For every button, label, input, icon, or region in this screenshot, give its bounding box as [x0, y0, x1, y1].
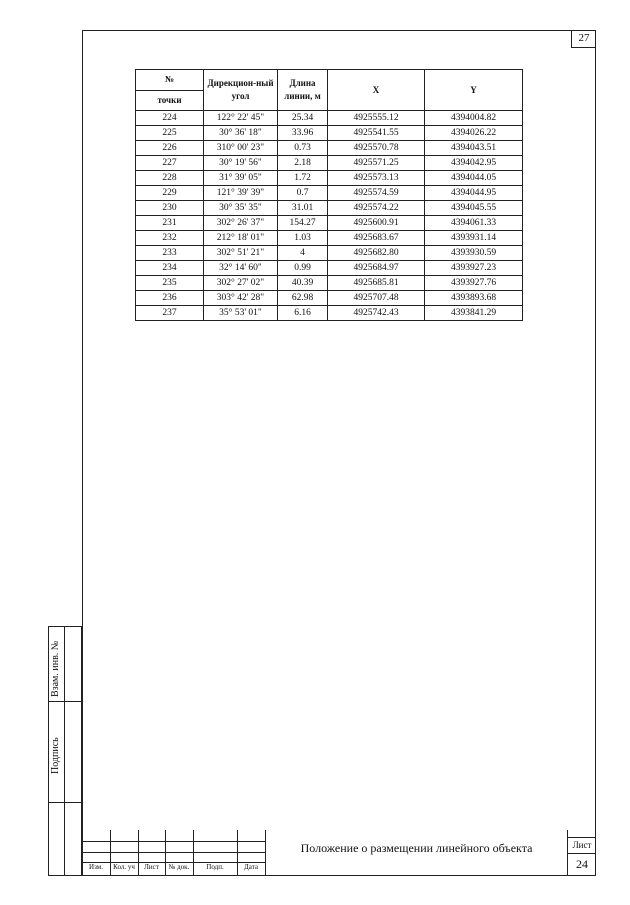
col-y: Y	[425, 70, 523, 111]
cell-length: 31.01	[278, 201, 328, 216]
cell-y-value: 4394044.95	[425, 186, 523, 201]
stamp-hdr-izm: Изм.	[89, 863, 103, 871]
cell-length: 154.27	[278, 216, 328, 231]
side-label-signature: Подпись	[50, 737, 61, 774]
cell-point-no: 232	[136, 231, 204, 246]
col-length: Длина линии, м	[278, 70, 328, 111]
table-row	[136, 186, 523, 201]
side-cell-signature	[48, 701, 82, 803]
cell-x-value: 4925707.48	[328, 291, 425, 306]
cell-length: 62.98	[278, 291, 328, 306]
cell-length: 0.99	[278, 261, 328, 276]
cell-y-value: 4393930.59	[425, 246, 523, 261]
cell-angle: 302° 27' 02"	[204, 276, 278, 291]
cell-length: 0.73	[278, 141, 328, 156]
cell-point-no: 234	[136, 261, 204, 276]
cell-angle: 31° 39' 05"	[204, 171, 278, 186]
cell-point-no: 224	[136, 111, 204, 126]
cell-x-value: 4925574.22	[328, 201, 425, 216]
cell-point-no: 236	[136, 291, 204, 306]
cell-angle: 212° 18' 01"	[204, 231, 278, 246]
cell-point-no: 226	[136, 141, 204, 156]
cell-point-no: 229	[136, 186, 204, 201]
cell-y-value: 4394043.51	[425, 141, 523, 156]
cell-y-value: 4393841.29	[425, 306, 523, 321]
page-number-top: 27	[571, 30, 596, 48]
cell-y-value: 4393893.68	[425, 291, 523, 306]
cell-length: 2.18	[278, 156, 328, 171]
col-no-top: №	[136, 70, 204, 91]
cell-x-value: 4925600.91	[328, 216, 425, 231]
table-row	[136, 231, 523, 246]
stamp-hdr-kol: Кол. уч	[113, 863, 135, 871]
cell-angle: 122° 22' 45"	[204, 111, 278, 126]
cell-length: 0.7	[278, 186, 328, 201]
cell-angle: 302° 26' 37"	[204, 216, 278, 231]
cell-point-no: 230	[136, 201, 204, 216]
cell-y-value: 4394042.95	[425, 156, 523, 171]
cell-angle: 30° 36' 18"	[204, 126, 278, 141]
cell-length: 33.96	[278, 126, 328, 141]
cell-x-value: 4925742.43	[328, 306, 425, 321]
cell-y-value: 4393927.23	[425, 261, 523, 276]
cell-angle: 30° 35' 35"	[204, 201, 278, 216]
cell-length: 4	[278, 246, 328, 261]
table-row	[136, 171, 523, 186]
cell-y-value: 4394004.82	[425, 111, 523, 126]
table-row	[136, 201, 523, 216]
cell-y-value: 4394026.22	[425, 126, 523, 141]
side-strip	[48, 626, 82, 876]
cell-x-value: 4925555.12	[328, 111, 425, 126]
cell-y-value: 4394061.33	[425, 216, 523, 231]
side-cell-replace	[48, 626, 82, 702]
table-row	[136, 261, 523, 276]
stamp-title: Положение о размещении линейного объекта	[265, 830, 568, 876]
cell-length: 1.72	[278, 171, 328, 186]
cell-angle: 302° 51' 21"	[204, 246, 278, 261]
coordinates-table	[135, 69, 523, 321]
cell-y-value: 4394044.05	[425, 171, 523, 186]
cell-point-no: 227	[136, 156, 204, 171]
cell-x-value: 4925683.67	[328, 231, 425, 246]
side-label-replace: Взам. инв. №	[50, 640, 61, 697]
cell-x-value: 4925574.59	[328, 186, 425, 201]
cell-point-no: 235	[136, 276, 204, 291]
title-block	[82, 830, 596, 876]
cell-point-no: 231	[136, 216, 204, 231]
table-row	[136, 291, 523, 306]
cell-angle: 32° 14' 60"	[204, 261, 278, 276]
cell-angle: 303° 42' 28"	[204, 291, 278, 306]
cell-angle: 35° 53' 01"	[204, 306, 278, 321]
cell-point-no: 233	[136, 246, 204, 261]
table-row	[136, 126, 523, 141]
cell-length: 25.34	[278, 111, 328, 126]
cell-angle: 310° 00' 23"	[204, 141, 278, 156]
cell-length: 40.39	[278, 276, 328, 291]
cell-length: 1.03	[278, 231, 328, 246]
cell-point-no: 237	[136, 306, 204, 321]
cell-angle: 121° 39' 39"	[204, 186, 278, 201]
col-x: X	[328, 70, 425, 111]
cell-length: 6.16	[278, 306, 328, 321]
table-row	[136, 156, 523, 171]
col-no-bottom: точки	[136, 90, 204, 111]
cell-x-value: 4925573.13	[328, 171, 425, 186]
cell-x-value: 4925682.80	[328, 246, 425, 261]
sheet-label: Лист	[568, 837, 596, 854]
cell-x-value: 4925571.25	[328, 156, 425, 171]
cell-x-value: 4925570.78	[328, 141, 425, 156]
stamp-hdr-doc: № док.	[168, 863, 190, 871]
stamp-hdr-list: Лист	[144, 863, 159, 871]
cell-x-value: 4925685.81	[328, 276, 425, 291]
cell-y-value: 4393931.14	[425, 231, 523, 246]
table-row	[136, 111, 523, 126]
cell-x-value: 4925541.55	[328, 126, 425, 141]
cell-x-value: 4925684.97	[328, 261, 425, 276]
cell-point-no: 225	[136, 126, 204, 141]
stamp-grid	[82, 830, 265, 876]
table-row	[136, 276, 523, 291]
table-row	[136, 141, 523, 156]
col-angle: Дирекцион-ный угол	[204, 70, 278, 111]
cell-point-no: 228	[136, 171, 204, 186]
sheet-number: 24	[576, 857, 588, 871]
table-row	[136, 216, 523, 231]
cell-angle: 30° 19' 56"	[204, 156, 278, 171]
side-cell-blank	[48, 802, 82, 876]
cell-y-value: 4394045.55	[425, 201, 523, 216]
table-row	[136, 306, 523, 321]
stamp-hdr-date: Дата	[244, 863, 258, 871]
stamp-hdr-sign: Подп.	[206, 863, 224, 871]
cell-y-value: 4393927.76	[425, 276, 523, 291]
table-row	[136, 246, 523, 261]
